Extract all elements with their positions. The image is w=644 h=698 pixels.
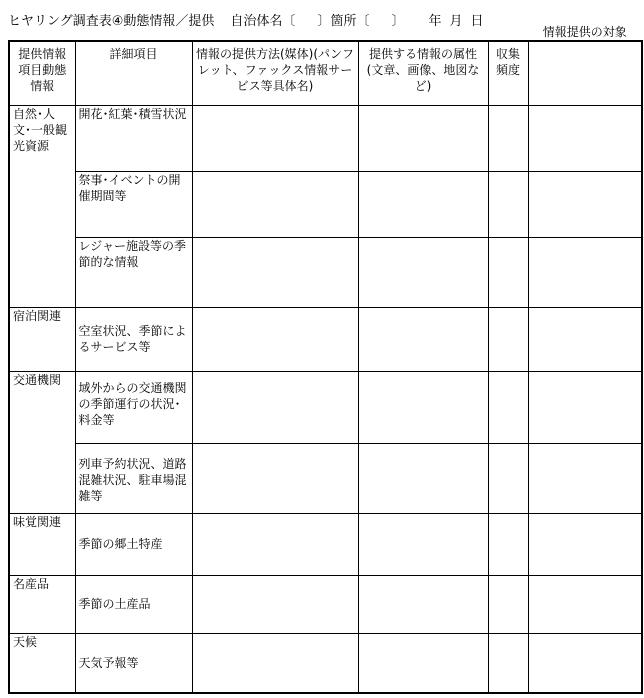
day-label: 日 — [470, 14, 484, 29]
method-cell[interactable] — [192, 513, 358, 575]
header-frequency: 収集頻度 — [488, 41, 528, 105]
target-cell[interactable] — [528, 633, 642, 693]
detail-cell: 天気予報等 — [75, 633, 192, 693]
header-target — [528, 25, 642, 105]
target-cell[interactable] — [528, 575, 642, 633]
table-row — [9, 575, 642, 633]
frequency-cell[interactable] — [488, 105, 528, 171]
table-row — [9, 371, 642, 443]
municipality-label: 自治体名〔 — [230, 14, 296, 29]
page-title — [8, 14, 484, 30]
method-cell[interactable] — [192, 105, 358, 171]
category-cell: 味覚関連 — [9, 513, 75, 575]
table-row — [9, 171, 642, 237]
attribute-cell[interactable] — [358, 633, 488, 693]
method-cell[interactable] — [192, 575, 358, 633]
header-detail: 詳細項目 — [75, 41, 192, 105]
frequency-cell[interactable] — [488, 371, 528, 443]
detail-cell: 空室状況、季節によるサービス等 — [75, 307, 192, 371]
method-cell[interactable] — [192, 443, 358, 513]
target-cell[interactable] — [528, 171, 642, 237]
place-close: 〕 — [391, 14, 405, 29]
year-label: 年 — [428, 14, 442, 29]
detail-cell: 域外からの交通機関の季節運行の状況･料金等 — [75, 371, 192, 443]
table-row — [9, 443, 642, 513]
survey-table — [8, 25, 643, 694]
frequency-cell[interactable] — [488, 171, 528, 237]
survey-title: ヒヤリング調査表④動態情報／提供 — [8, 14, 215, 29]
target-cell[interactable] — [528, 513, 642, 575]
target-cell[interactable] — [528, 371, 642, 443]
target-cell[interactable] — [528, 443, 642, 513]
detail-cell: 季節の郷土特産 — [75, 513, 192, 575]
table-row — [9, 105, 642, 171]
frequency-cell[interactable] — [488, 443, 528, 513]
header-target-label: 情報提供の対象 — [542, 25, 627, 39]
method-cell[interactable] — [192, 237, 358, 307]
target-cell[interactable] — [528, 237, 642, 307]
method-cell[interactable] — [192, 307, 358, 371]
attribute-cell[interactable] — [358, 575, 488, 633]
header-method: 情報の提供方法(媒体)(パンフレット、ファックス情報サービス等具体名) — [192, 41, 358, 105]
attribute-cell[interactable] — [358, 371, 488, 443]
method-cell[interactable] — [192, 371, 358, 443]
method-cell[interactable] — [192, 171, 358, 237]
month-label: 月 — [449, 14, 463, 29]
header-attribute: 提供する情報の属性(文章、画像、地図など) — [358, 41, 488, 105]
table-row — [9, 307, 642, 371]
attribute-cell[interactable] — [358, 513, 488, 575]
detail-cell: レジャー施設等の季節的な情報 — [75, 237, 192, 307]
detail-cell: 列車予約状況、道路混雑状況、駐車場混雑等 — [75, 443, 192, 513]
table-row — [9, 237, 642, 307]
category-cell: 天候 — [9, 633, 75, 693]
attribute-cell[interactable] — [358, 171, 488, 237]
table-row — [9, 633, 642, 693]
detail-cell: 季節の土産品 — [75, 575, 192, 633]
category-cell: 自然･人文･一般観光資源 — [9, 105, 75, 307]
frequency-cell[interactable] — [488, 237, 528, 307]
category-cell: 名産品 — [9, 575, 75, 633]
category-cell: 交通機関 — [9, 371, 75, 513]
detail-cell: 開花･紅葉･積雪状況 — [75, 105, 192, 171]
attribute-cell[interactable] — [358, 443, 488, 513]
header-category: 提供情報項目動態情報 — [9, 41, 75, 105]
header-row — [9, 41, 642, 105]
target-cell[interactable] — [528, 105, 642, 171]
target-cell[interactable] — [528, 307, 642, 371]
method-cell[interactable] — [192, 633, 358, 693]
attribute-cell[interactable] — [358, 105, 488, 171]
municipality-close: 〕 — [317, 14, 331, 29]
place-label: 箇所〔 — [330, 14, 370, 29]
frequency-cell[interactable] — [488, 633, 528, 693]
detail-cell: 祭事･イベントの開催期間等 — [75, 171, 192, 237]
frequency-cell[interactable] — [488, 575, 528, 633]
category-cell: 宿泊関連 — [9, 307, 75, 371]
frequency-cell[interactable] — [488, 307, 528, 371]
frequency-cell[interactable] — [488, 513, 528, 575]
table-row — [9, 513, 642, 575]
attribute-cell[interactable] — [358, 307, 488, 371]
attribute-cell[interactable] — [358, 237, 488, 307]
